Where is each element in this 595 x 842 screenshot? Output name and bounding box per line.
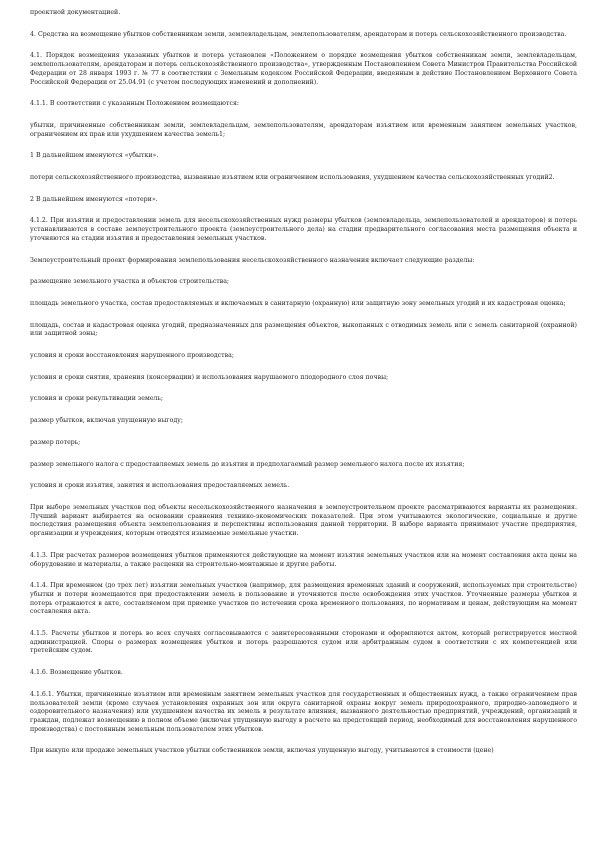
paragraph-4-1: 4.1. Порядок возмещения указанных убытков и потерь установлен «Положением о порядке возмещения убытков собственникам земли, землевладельцам, землепользователям, арендаторам и потерь сельскохозяйственного производства», утвержденным Постановлением Совета Министров Правительства Российской Федерации от 28 января 1993 г. № 77 в соответствии с Земельным кодексом Российской Федерации, введенным в действие Постановлением Верховного Совета Российской Федерации от 25.04.91 (с учетом последующих изменений и дополнений).: [30, 52, 577, 86]
paragraph-4-1-5: 4.1.5. Расчеты убытков и потерь во всех случаях согласовываются с заинтересованными сторонами и оформляются актом, который регистрируется местной администрацией. Споры о размерах возмещения убытков и потерь разрешаются судом или арбитражным судом в соответствии с их компетенцией или третейским судом.: [30, 630, 577, 655]
list-item-seizure-terms: условия и сроки изъятия, занятия и использования предоставляемых земель.: [30, 482, 290, 490]
paragraph-project-sections: Землеустроительный проект формирования землепользования несельскохозяйственного назначения включает следующие разделы:: [30, 256, 475, 264]
list-item-placement: размещение земельного участка и объектов строительства;: [30, 278, 230, 286]
paragraph-4-1-1: 4.1.1. В соответствии с указанным Положением возмещаются:: [30, 100, 240, 108]
list-item-land-tax: размер земельного налога с предоставляемых земель до изъятия и предполагаемый размер земельного налога после их изъятия;: [30, 460, 465, 468]
list-item-restoration: условия и сроки восстановления нарушенного производства;: [30, 352, 234, 360]
paragraph-4-1-3: 4.1.3. При расчетах размеров возмещения убытков применяются действующие на момент изъятия земельных участков или на момент составления акта цены на оборудование и материалы, а также расценки на строительно-монтажные и другие работы.: [30, 551, 577, 568]
footnote-1: 1 В дальнейшем именуются «убытки».: [30, 152, 159, 160]
paragraph-4-1-4: 4.1.4. При временном (до трех лет) изъятии земельных участков (например, для размещения временных зданий и сооружений, используемых при строительстве) убытки и потери возмещаются при предоставлении земель в пользование и уточняются после освобождения этих участков. Уточненные размеры убытков и потерь отражаются в акте, составляемом при приемке участков по истечении срока временного пользования, по нормативам и ценам, действующим на момент составления акта.: [30, 582, 577, 616]
paragraph-4-1-2: 4.1.2. При изъятии и предоставлении земель для несельскохозяйственных нужд размеры убытков (землевладельца, землепользователей и арендаторов) и потерь устанавливаются в составе землеустроительного проекта (землеустроительного дела) на стадии предварительного согласования места размещения объекта и уточняются на стадии изъятия и предоставления земельных участков.: [30, 217, 577, 242]
list-item-area-composition: площадь земельного участка, состав предоставляемых и включаемых в санитарную (охранную) или защитную зону земельных угодий и их кадастровая оценка;: [30, 299, 566, 307]
footnote-2: 2 В дальнейшем именуются «потери».: [30, 195, 158, 203]
paragraph-buyout: При выкупе или продаже земельных участков убытки собственников земли, включая упущенную выгоду, учитываются в стоимости (цене): [30, 747, 494, 755]
paragraph-4-1-6-1: 4.1.6.1. Убытки, причиненные изъятием или временным занятием земельных участков для государственных и общественных нужд, а также ограничением прав пользователей земли (кроме случаев установления охранных зон или округа санитарной охраны вокруг земель природоохранного, природно-заповедного и оздоровительного назначения) или ухудшением качества их земель в результате влияния, вызванного деятельностью предприятий, учреждений, организаций и граждан, подлежат возмещению в полном объеме (включая упущенную выгоду в расчете на предстоящий период, необходимый для восстановления нарушенного производства) с постоянным земельным пользователем этих убытков.: [30, 690, 577, 733]
paragraph-variant-selection: При выборе земельных участков под объекты несельскохозяйственного назначения в землеустроительном проекте рассматриваются варианты их размещения. Лучший вариант выбирается на основании сравнения технико-экономических показателей. При этом учитываются экологические, социальные и другие последствия размещения объекта землепользования и перспективы использования данной территории. В выборе варианта принимают участие предприятия, организации и учреждения, которым отводятся изымаемые земельные участки.: [30, 503, 577, 538]
list-item-topsoil: условия и сроки снятия, хранения (консервации) и использования нарушаемого плодородного слоя почвы;: [30, 373, 389, 381]
list-item-losses-owners: убытки, причиненные собственникам земли, землевладельцам, землепользователям, арендаторам изъятием или временным занятием земельных участков, ограничением их прав или ухудшением качества земель1;: [30, 121, 577, 138]
list-item-agricultural-losses: потери сельскохозяйственного производства, вызванные изъятием или ограничением использования, ухудшением качества сельскохозяйственных угодий2.: [30, 174, 555, 182]
list-item-recultivation: условия и сроки рекультивации земель;: [30, 395, 164, 403]
paragraph-4-1-6: 4.1.6. Возмещение убытков.: [30, 669, 123, 677]
list-item-losses-size: размер потерь;: [30, 438, 81, 446]
list-item-area-assessment: площадь, состав и кадастровая оценка угодий, предназначенных для размещения объектов, выкопанных с отводимых земель или с земель санитарной (охранной) или защитной зоны;: [30, 321, 577, 338]
paragraph-continuation: проектной документацией.: [30, 9, 121, 16]
list-item-damages-size: размер убытков, включая упущенную выгоду;: [30, 417, 183, 425]
section-heading-4: 4. Средства на возмещение убытков собственникам земли, землевладельцам, землепользователям, арендаторам и потерь сельскохозяйственного производства.: [30, 30, 567, 38]
